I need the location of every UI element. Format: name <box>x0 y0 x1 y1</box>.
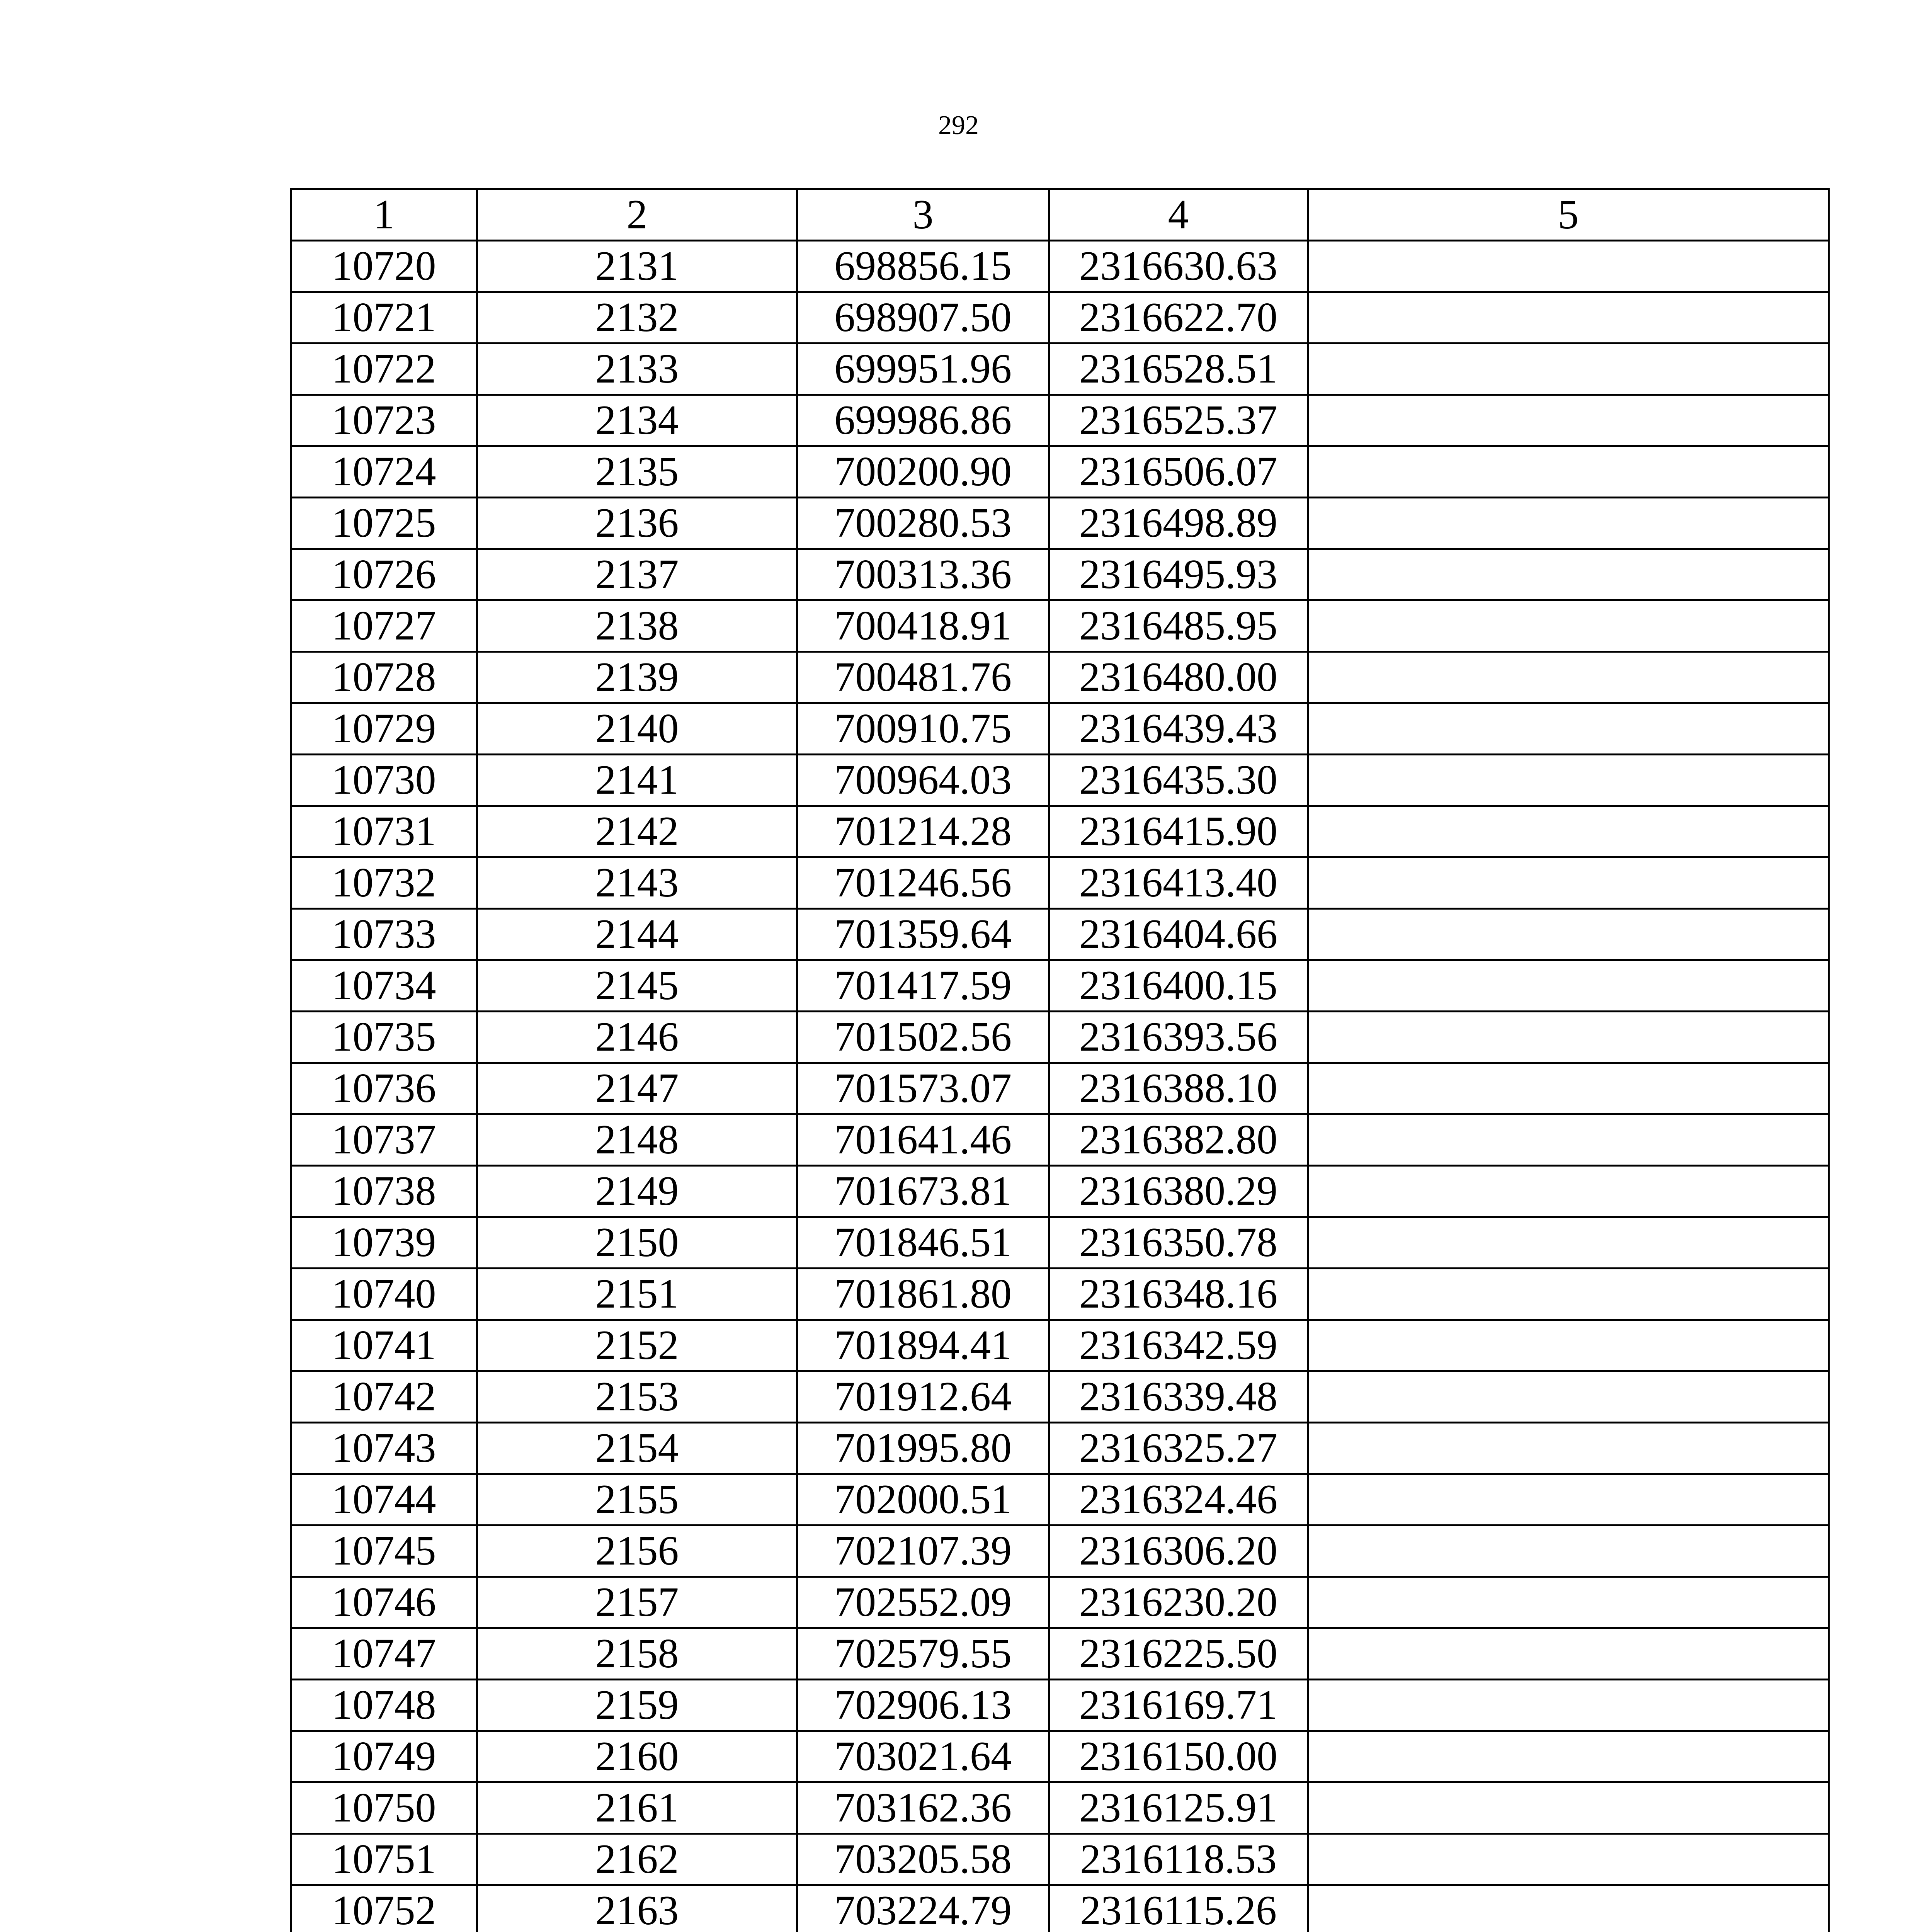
cell-col-5 <box>1308 1114 1829 1166</box>
table-row <box>291 1885 1829 1932</box>
cell-col-5 <box>1308 241 1829 292</box>
table-row <box>291 1680 1829 1731</box>
cell-col-4: 2316115.26 <box>1049 1885 1308 1932</box>
cell-col-1: 10730 <box>291 755 477 806</box>
cell-col-1: 10744 <box>291 1474 477 1526</box>
cell-col-5 <box>1308 498 1829 549</box>
cell-col-4: 2316506.07 <box>1049 446 1308 498</box>
cell-col-4: 2316306.20 <box>1049 1526 1308 1577</box>
cell-col-4: 2316439.43 <box>1049 703 1308 755</box>
cell-col-3: 701995.80 <box>797 1423 1049 1474</box>
cell-col-2: 2146 <box>477 1012 797 1063</box>
cell-col-4: 2316348.16 <box>1049 1269 1308 1320</box>
cell-col-5 <box>1308 344 1829 395</box>
cell-col-2: 2162 <box>477 1834 797 1885</box>
table-row <box>291 498 1829 549</box>
cell-col-1: 10752 <box>291 1885 477 1932</box>
cell-col-5 <box>1308 446 1829 498</box>
cell-col-3: 702000.51 <box>797 1474 1049 1526</box>
cell-col-3: 701246.56 <box>797 857 1049 909</box>
cell-col-4: 2316225.50 <box>1049 1628 1308 1680</box>
cell-col-3: 700280.53 <box>797 498 1049 549</box>
cell-col-1: 10738 <box>291 1166 477 1217</box>
cell-col-3: 700964.03 <box>797 755 1049 806</box>
cell-col-2: 2140 <box>477 703 797 755</box>
column-header-5: 5 <box>1308 189 1829 241</box>
cell-col-4: 2316230.20 <box>1049 1577 1308 1628</box>
cell-col-4: 2316388.10 <box>1049 1063 1308 1114</box>
column-header-2: 2 <box>477 189 797 241</box>
coordinates-table <box>290 188 1830 1932</box>
table-row <box>291 909 1829 960</box>
cell-col-5 <box>1308 1526 1829 1577</box>
table-row <box>291 344 1829 395</box>
cell-col-4: 2316380.29 <box>1049 1166 1308 1217</box>
cell-col-1: 10724 <box>291 446 477 498</box>
cell-col-1: 10727 <box>291 600 477 652</box>
table-row <box>291 1114 1829 1166</box>
cell-col-3: 701502.56 <box>797 1012 1049 1063</box>
cell-col-1: 10739 <box>291 1217 477 1269</box>
table-row <box>291 1371 1829 1423</box>
cell-col-1: 10735 <box>291 1012 477 1063</box>
cell-col-4: 2316382.80 <box>1049 1114 1308 1166</box>
cell-col-5 <box>1308 1474 1829 1526</box>
cell-col-4: 2316528.51 <box>1049 344 1308 395</box>
table-row <box>291 755 1829 806</box>
table-row <box>291 600 1829 652</box>
cell-col-5 <box>1308 1269 1829 1320</box>
cell-col-5 <box>1308 1885 1829 1932</box>
cell-col-2: 2137 <box>477 549 797 600</box>
table-body <box>291 241 1829 1932</box>
cell-col-3: 701894.41 <box>797 1320 1049 1371</box>
cell-col-5 <box>1308 960 1829 1012</box>
cell-col-4: 2316169.71 <box>1049 1680 1308 1731</box>
column-header-4: 4 <box>1049 189 1308 241</box>
table-row <box>291 960 1829 1012</box>
cell-col-2: 2155 <box>477 1474 797 1526</box>
cell-col-4: 2316393.56 <box>1049 1012 1308 1063</box>
table-row <box>291 1320 1829 1371</box>
cell-col-4: 2316485.95 <box>1049 600 1308 652</box>
cell-col-4: 2316118.53 <box>1049 1834 1308 1885</box>
cell-col-3: 703162.36 <box>797 1782 1049 1834</box>
cell-col-4: 2316480.00 <box>1049 652 1308 703</box>
cell-col-4: 2316622.70 <box>1049 292 1308 344</box>
cell-col-5 <box>1308 1371 1829 1423</box>
cell-col-2: 2157 <box>477 1577 797 1628</box>
table-row <box>291 1063 1829 1114</box>
cell-col-2: 2147 <box>477 1063 797 1114</box>
cell-col-5 <box>1308 755 1829 806</box>
cell-col-1: 10747 <box>291 1628 477 1680</box>
cell-col-4: 2316415.90 <box>1049 806 1308 857</box>
cell-col-5 <box>1308 1166 1829 1217</box>
table-row <box>291 292 1829 344</box>
cell-col-3: 701641.46 <box>797 1114 1049 1166</box>
cell-col-1: 10726 <box>291 549 477 600</box>
cell-col-5 <box>1308 1217 1829 1269</box>
table-row <box>291 395 1829 446</box>
cell-col-3: 701573.07 <box>797 1063 1049 1114</box>
cell-col-1: 10742 <box>291 1371 477 1423</box>
cell-col-2: 2148 <box>477 1114 797 1166</box>
cell-col-3: 703205.58 <box>797 1834 1049 1885</box>
cell-col-3: 701214.28 <box>797 806 1049 857</box>
cell-col-2: 2142 <box>477 806 797 857</box>
cell-col-2: 2161 <box>477 1782 797 1834</box>
cell-col-5 <box>1308 1834 1829 1885</box>
cell-col-5 <box>1308 806 1829 857</box>
table-row <box>291 241 1829 292</box>
cell-col-2: 2158 <box>477 1628 797 1680</box>
cell-col-5 <box>1308 549 1829 600</box>
cell-col-1: 10745 <box>291 1526 477 1577</box>
cell-col-3: 701912.64 <box>797 1371 1049 1423</box>
cell-col-3: 703224.79 <box>797 1885 1049 1932</box>
cell-col-3: 701861.80 <box>797 1269 1049 1320</box>
cell-col-2: 2151 <box>477 1269 797 1320</box>
cell-col-1: 10729 <box>291 703 477 755</box>
cell-col-2: 2136 <box>477 498 797 549</box>
cell-col-5 <box>1308 1628 1829 1680</box>
cell-col-4: 2316342.59 <box>1049 1320 1308 1371</box>
cell-col-2: 2163 <box>477 1885 797 1932</box>
cell-col-3: 702906.13 <box>797 1680 1049 1731</box>
cell-col-1: 10725 <box>291 498 477 549</box>
table-row <box>291 446 1829 498</box>
cell-col-1: 10733 <box>291 909 477 960</box>
cell-col-5 <box>1308 1680 1829 1731</box>
cell-col-4: 2316498.89 <box>1049 498 1308 549</box>
page-number: 292 <box>938 111 979 140</box>
cell-col-2: 2154 <box>477 1423 797 1474</box>
cell-col-2: 2152 <box>477 1320 797 1371</box>
cell-col-4: 2316435.30 <box>1049 755 1308 806</box>
cell-col-4: 2316495.93 <box>1049 549 1308 600</box>
cell-col-4: 2316525.37 <box>1049 395 1308 446</box>
cell-col-5 <box>1308 909 1829 960</box>
cell-col-2: 2156 <box>477 1526 797 1577</box>
table-row <box>291 1526 1829 1577</box>
table-row <box>291 1474 1829 1526</box>
column-header-1: 1 <box>291 189 477 241</box>
cell-col-1: 10728 <box>291 652 477 703</box>
cell-col-2: 2159 <box>477 1680 797 1731</box>
cell-col-3: 698856.15 <box>797 241 1049 292</box>
cell-col-1: 10743 <box>291 1423 477 1474</box>
cell-col-2: 2134 <box>477 395 797 446</box>
cell-col-3: 703021.64 <box>797 1731 1049 1782</box>
cell-col-1: 10723 <box>291 395 477 446</box>
table-row <box>291 1012 1829 1063</box>
cell-col-5 <box>1308 1577 1829 1628</box>
cell-col-1: 10731 <box>291 806 477 857</box>
cell-col-3: 698907.50 <box>797 292 1049 344</box>
cell-col-4: 2316630.63 <box>1049 241 1308 292</box>
cell-col-1: 10740 <box>291 1269 477 1320</box>
cell-col-5 <box>1308 1423 1829 1474</box>
cell-col-3: 699951.96 <box>797 344 1049 395</box>
cell-col-5 <box>1308 395 1829 446</box>
cell-col-3: 701846.51 <box>797 1217 1049 1269</box>
cell-col-5 <box>1308 1782 1829 1834</box>
cell-col-2: 2160 <box>477 1731 797 1782</box>
cell-col-1: 10748 <box>291 1680 477 1731</box>
column-header-3: 3 <box>797 189 1049 241</box>
cell-col-4: 2316404.66 <box>1049 909 1308 960</box>
cell-col-3: 700481.76 <box>797 652 1049 703</box>
cell-col-4: 2316324.46 <box>1049 1474 1308 1526</box>
cell-col-3: 702579.55 <box>797 1628 1049 1680</box>
cell-col-2: 2149 <box>477 1166 797 1217</box>
table-row <box>291 1217 1829 1269</box>
table-row <box>291 806 1829 857</box>
cell-col-2: 2150 <box>477 1217 797 1269</box>
table-row <box>291 703 1829 755</box>
cell-col-3: 701673.81 <box>797 1166 1049 1217</box>
cell-col-1: 10732 <box>291 857 477 909</box>
cell-col-2: 2132 <box>477 292 797 344</box>
cell-col-3: 700200.90 <box>797 446 1049 498</box>
cell-col-2: 2144 <box>477 909 797 960</box>
table-row <box>291 652 1829 703</box>
cell-col-5 <box>1308 600 1829 652</box>
cell-col-2: 2143 <box>477 857 797 909</box>
cell-col-3: 700910.75 <box>797 703 1049 755</box>
cell-col-2: 2145 <box>477 960 797 1012</box>
cell-col-1: 10736 <box>291 1063 477 1114</box>
cell-col-2: 2131 <box>477 241 797 292</box>
cell-col-5 <box>1308 292 1829 344</box>
cell-col-3: 702107.39 <box>797 1526 1049 1577</box>
cell-col-5 <box>1308 857 1829 909</box>
table-row <box>291 1166 1829 1217</box>
cell-col-5 <box>1308 1063 1829 1114</box>
table-row <box>291 1628 1829 1680</box>
table-header-row <box>291 189 1829 241</box>
cell-col-2: 2133 <box>477 344 797 395</box>
cell-col-2: 2141 <box>477 755 797 806</box>
cell-col-5 <box>1308 1320 1829 1371</box>
cell-col-1: 10750 <box>291 1782 477 1834</box>
cell-col-3: 700418.91 <box>797 600 1049 652</box>
table-row <box>291 1423 1829 1474</box>
cell-col-2: 2139 <box>477 652 797 703</box>
cell-col-1: 10722 <box>291 344 477 395</box>
cell-col-4: 2316413.40 <box>1049 857 1308 909</box>
cell-col-1: 10737 <box>291 1114 477 1166</box>
cell-col-5 <box>1308 1731 1829 1782</box>
table-row <box>291 1269 1829 1320</box>
table-row <box>291 549 1829 600</box>
cell-col-5 <box>1308 652 1829 703</box>
cell-col-1: 10721 <box>291 292 477 344</box>
cell-col-4: 2316150.00 <box>1049 1731 1308 1782</box>
cell-col-2: 2153 <box>477 1371 797 1423</box>
cell-col-4: 2316350.78 <box>1049 1217 1308 1269</box>
cell-col-5 <box>1308 1012 1829 1063</box>
table-row <box>291 1782 1829 1834</box>
table-row <box>291 1577 1829 1628</box>
cell-col-3: 699986.86 <box>797 395 1049 446</box>
cell-col-1: 10751 <box>291 1834 477 1885</box>
cell-col-2: 2138 <box>477 600 797 652</box>
cell-col-3: 700313.36 <box>797 549 1049 600</box>
cell-col-3: 701359.64 <box>797 909 1049 960</box>
cell-col-1: 10720 <box>291 241 477 292</box>
cell-col-4: 2316400.15 <box>1049 960 1308 1012</box>
cell-col-5 <box>1308 703 1829 755</box>
cell-col-4: 2316125.91 <box>1049 1782 1308 1834</box>
cell-col-3: 701417.59 <box>797 960 1049 1012</box>
cell-col-1: 10749 <box>291 1731 477 1782</box>
cell-col-1: 10734 <box>291 960 477 1012</box>
cell-col-1: 10746 <box>291 1577 477 1628</box>
table-row <box>291 1731 1829 1782</box>
table-row <box>291 857 1829 909</box>
cell-col-1: 10741 <box>291 1320 477 1371</box>
cell-col-2: 2135 <box>477 446 797 498</box>
table-row <box>291 1834 1829 1885</box>
cell-col-3: 702552.09 <box>797 1577 1049 1628</box>
cell-col-4: 2316325.27 <box>1049 1423 1308 1474</box>
cell-col-4: 2316339.48 <box>1049 1371 1308 1423</box>
